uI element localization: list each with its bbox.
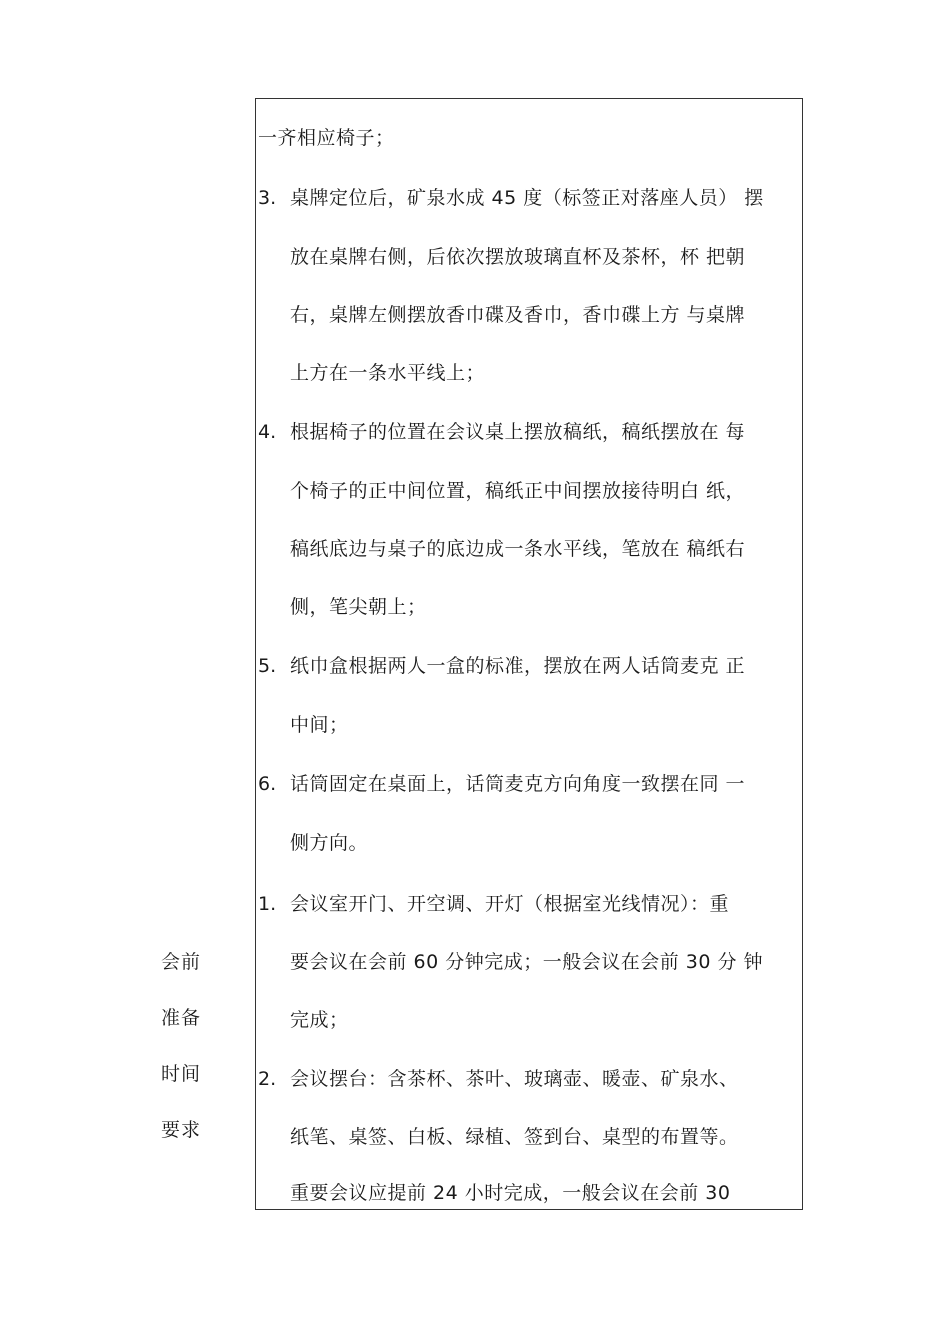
item-4-line-1: 根据椅子的位置在会议桌上摆放稿纸，稿纸摆放在 每	[290, 421, 746, 443]
bottom-item-2-line-3: 重要会议应提前 24 小时完成，一般会议在会前 30	[290, 1182, 731, 1204]
section-label-3: 时间	[161, 1063, 202, 1085]
bottom-item-2-number: 2.	[258, 1068, 277, 1090]
item-3-line-2: 放在桌牌右侧，后依次摆放玻璃直杯及茶杯，杯 把朝	[290, 246, 746, 268]
item-4-line-3: 稿纸底边与桌子的底边成一条水平线，笔放在 稿纸右	[290, 538, 746, 560]
section-label-4: 要求	[161, 1119, 202, 1141]
item-3-line-4: 上方在一条水平线上；	[290, 362, 486, 384]
bottom-item-2-line-1: 会议摆台：含茶杯、茶叶、玻璃壶、暖壶、矿泉水、	[290, 1068, 739, 1090]
item-6-line-1: 话筒固定在桌面上，话筒麦克方向角度一致摆在同 一	[290, 773, 746, 795]
item-3-number: 3.	[258, 187, 277, 209]
item-6-number: 6.	[258, 773, 277, 795]
item-5-number: 5.	[258, 655, 277, 677]
continuation-line: 一齐相应椅子；	[258, 127, 395, 149]
item-4-line-2: 个椅子的正中间位置，稿纸正中间摆放接待明白 纸，	[290, 480, 746, 502]
item-5-line-1: 纸巾盒根据两人一盒的标准，摆放在两人话筒麦克 正	[290, 655, 746, 677]
bottom-item-2-line-2: 纸笔、桌签、白板、绿植、签到台、桌型的布置等。	[290, 1126, 739, 1148]
section-label-2: 准备	[161, 1007, 202, 1029]
item-3-line-1: 桌牌定位后，矿泉水成 45 度（标签正对落座人员） 摆	[290, 187, 764, 209]
item-6-line-2: 侧方向。	[290, 832, 369, 854]
bottom-item-1-line-2: 要会议在会前 60 分钟完成；一般会议在会前 30 分 钟	[290, 951, 764, 973]
item-4-line-4: 侧，笔尖朝上；	[290, 596, 427, 618]
bottom-item-1-line-3: 完成；	[290, 1009, 349, 1031]
bottom-item-1-line-1: 会议室开门、开空调、开灯（根据室光线情况）：重	[290, 893, 730, 915]
bottom-item-1-number: 1.	[258, 893, 277, 915]
section-label-1: 会前	[161, 951, 202, 973]
item-3-line-3: 右，桌牌左侧摆放香巾碟及香巾，香巾碟上方 与桌牌	[290, 304, 746, 326]
item-4-number: 4.	[258, 421, 277, 443]
item-5-line-2: 中间；	[290, 714, 349, 736]
